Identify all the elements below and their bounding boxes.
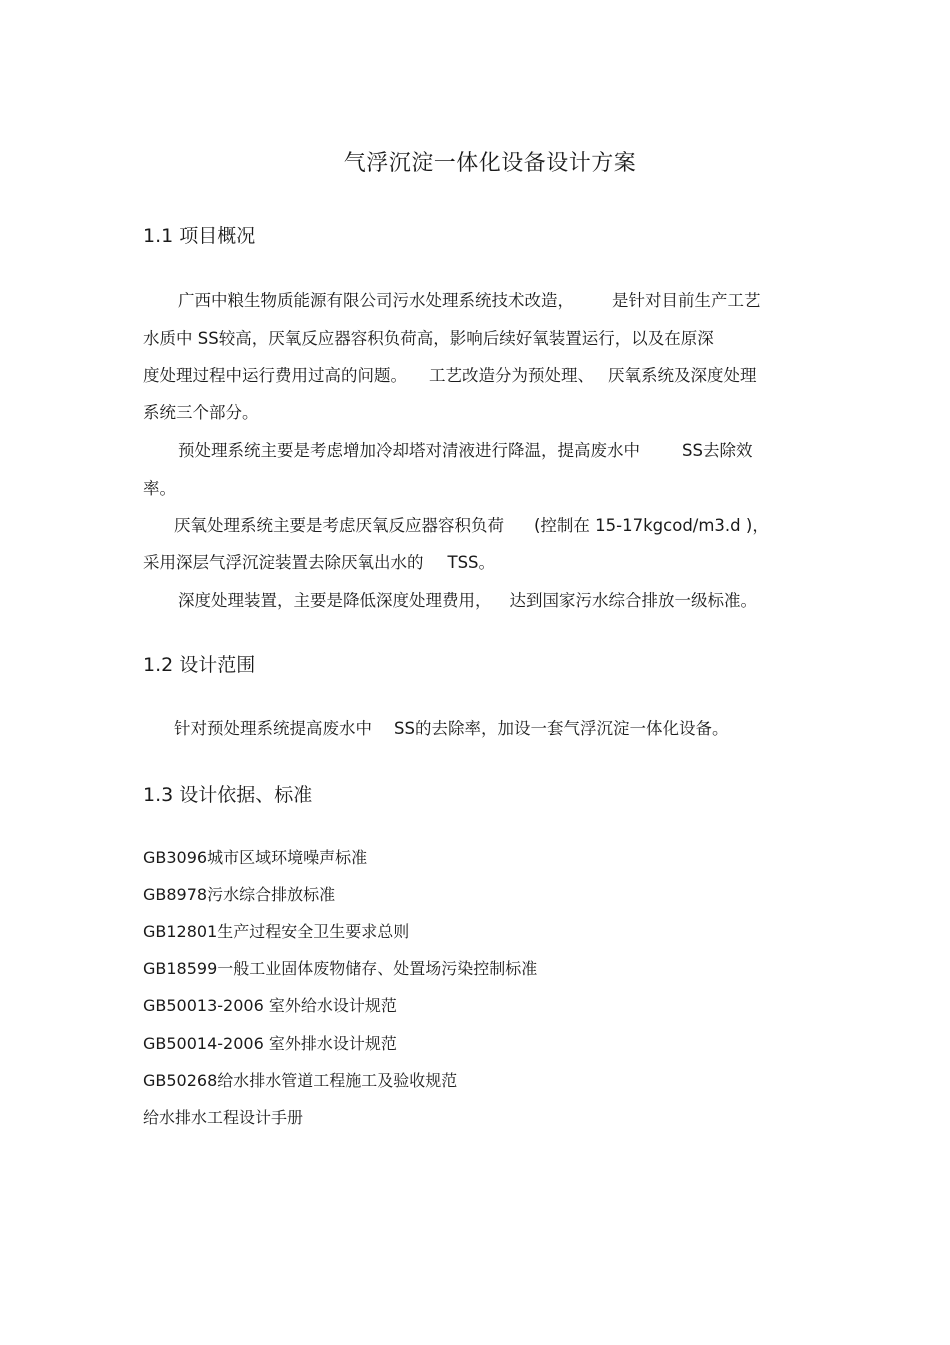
paragraph-line (174, 512, 769, 536)
text-segment: 工艺改造分为预处理、 (429, 366, 594, 385)
text-segment: (控制在 15-17kgcod/m3.d )， (534, 516, 769, 535)
paragraph-line (178, 437, 752, 461)
text-segment: TSS。 (447, 553, 496, 572)
standard-item: 给水排水工程设计手册 (143, 1108, 304, 1127)
text-segment: 广西中粮生物质能源有限公司污水处理系统技术改造， (178, 291, 574, 310)
text-segment: 度处理过程中运行费用过高的问题。 (143, 366, 407, 385)
paragraph-line: 水质中 SS较高，厌氧反应器容积负荷高，影响后续好氧装置运行，以及在原深 (143, 329, 714, 348)
paragraph-line (178, 287, 761, 311)
paragraph-line: 率。 (143, 479, 176, 498)
standard-item: GB12801生产过程安全卫生要求总则 (143, 922, 410, 941)
text-segment: 是针对目前生产工艺 (612, 291, 761, 310)
text-segment: 针对预处理系统提高废水中 (174, 719, 372, 738)
paragraph-line (174, 715, 728, 739)
section-heading-1-3: 1.3 设计依据、标准 (143, 784, 313, 806)
document-title: 气浮沉淀一体化设备设计方案 (343, 151, 637, 176)
text-segment: 深度处理装置，主要是降低深度处理费用， (178, 591, 492, 610)
text-segment: 采用深层气浮沉淀装置去除厌氧出水的 (143, 553, 424, 572)
standard-item: GB50268给水排水管道工程施工及验收规范 (143, 1071, 458, 1090)
standard-item: GB50014-2006 室外排水设计规范 (143, 1034, 397, 1053)
text-segment: SS的去除率，加设一套气浮沉淀一体化设备。 (394, 719, 729, 738)
paragraph-line: 系统三个部分。 (143, 403, 259, 422)
standard-item: GB50013-2006 室外给水设计规范 (143, 996, 397, 1015)
text-segment: 厌氧系统及深度处理 (608, 366, 757, 385)
text-segment: 厌氧处理系统主要是考虑厌氧反应器容积负荷 (174, 516, 504, 535)
paragraph-line (178, 587, 757, 611)
text-segment: 达到国家污水综合排放一级标准。 (509, 591, 757, 610)
standard-item: GB8978污水综合排放标准 (143, 885, 336, 904)
section-heading-1-1: 1.1 项目概况 (143, 225, 256, 247)
section-heading-1-2: 1.2 设计范围 (143, 654, 256, 676)
standard-item: GB18599一般工业固体废物储存、处置场污染控制标准 (143, 959, 538, 978)
standard-item: GB3096城市区域环境噪声标准 (143, 848, 368, 867)
paragraph-line (143, 549, 495, 573)
text-segment: SS去除效 (682, 441, 753, 460)
paragraph-line (143, 362, 757, 386)
text-segment: 预处理系统主要是考虑增加冷却塔对清液进行降温，提高废水中 (178, 441, 640, 460)
